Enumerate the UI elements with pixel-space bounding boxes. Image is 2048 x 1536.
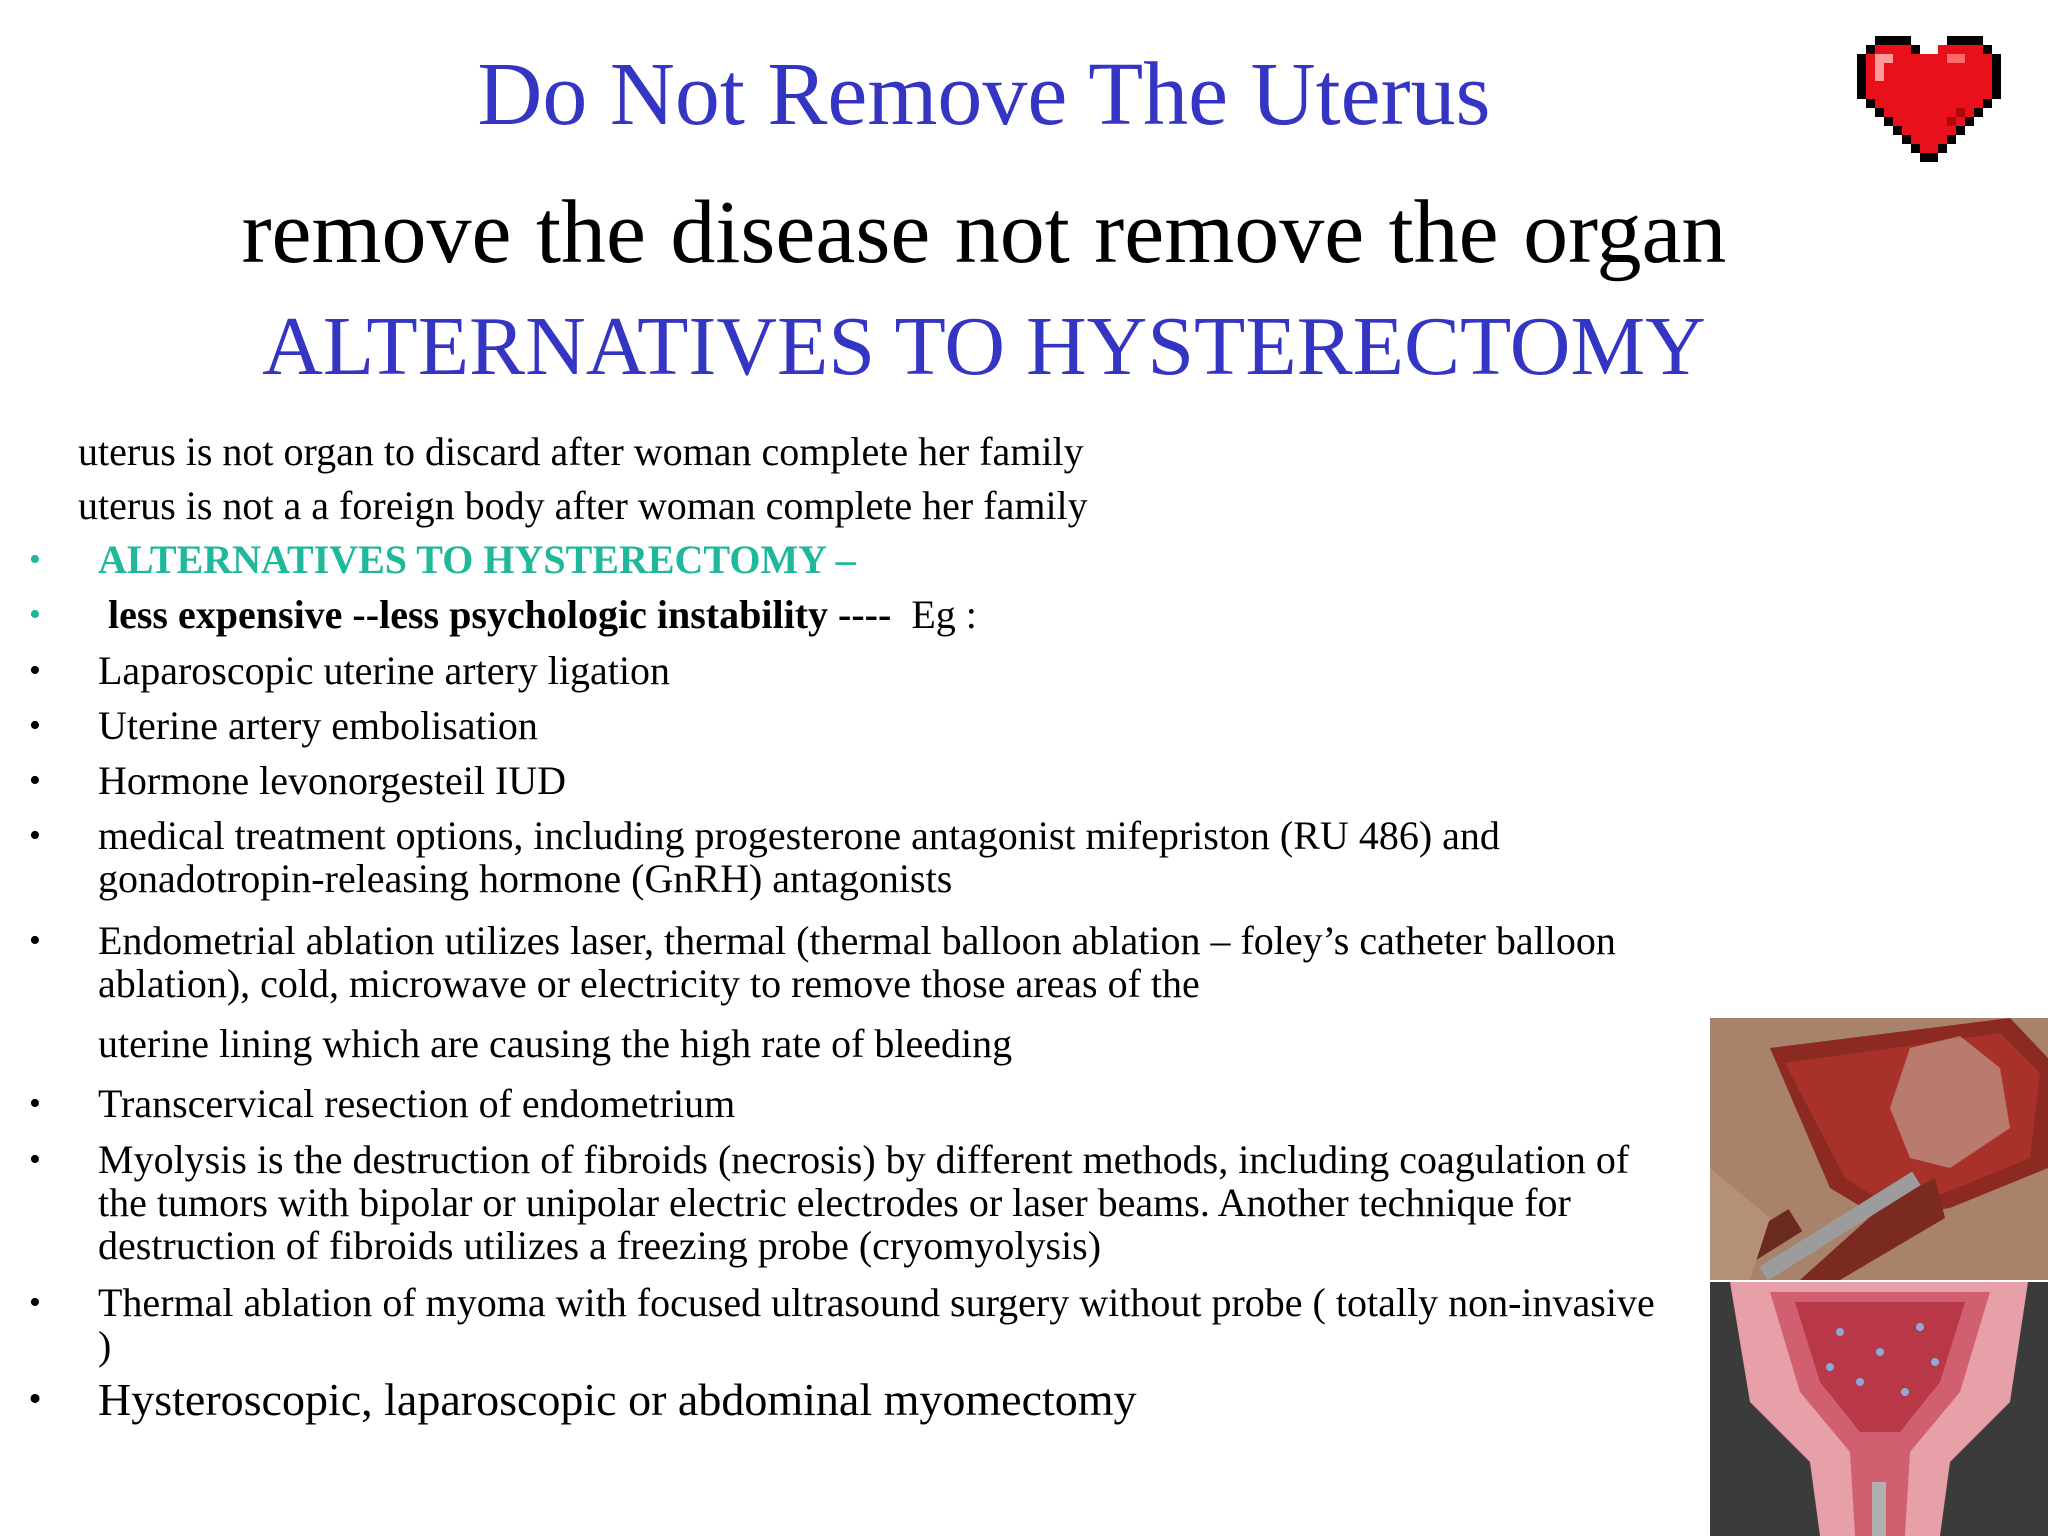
bullet-text-continuation: uterine lining which are causing the high rate of bleeding <box>98 1021 1013 1066</box>
bullet-item <box>28 1374 1658 1425</box>
uterine-cavity-illustration <box>1710 1282 2048 1536</box>
bullet-item <box>29 648 1658 693</box>
slide-subtitle: remove the disease not remove the organ <box>241 183 1727 282</box>
bullet-symbol: • <box>29 1085 41 1122</box>
bullet-item <box>29 703 1658 748</box>
bullet-item <box>29 758 1658 803</box>
bullet-text: Transcervical resection of endometrium <box>98 1081 736 1126</box>
bullet-text: Thermal ablation of myoma with focused ultrasound surgery without probe ( totally non-invasive ) <box>98 1280 1655 1368</box>
pixel-heart-icon <box>1848 18 2010 180</box>
bullet-symbol: • <box>29 762 41 799</box>
bullet-item <box>29 813 1658 901</box>
bullet-item <box>29 1280 1658 1368</box>
bullet-symbol: • <box>29 922 41 959</box>
bullet-text: Endometrial ablation utilizes laser, thermal (thermal balloon ablation – foley’s catheter balloon ablation), cold, microwave or electricity to remove those areas of the <box>98 918 1616 1006</box>
slide-title: Do Not Remove The Uterus <box>477 45 1491 144</box>
bullet-text: ALTERNATIVES TO HYSTERECTOMY – <box>98 537 856 582</box>
bullet-symbol: • <box>29 1284 41 1321</box>
bullet-symbol: • <box>29 541 41 578</box>
slide-heading-alternatives: ALTERNATIVES TO HYSTERECTOMY <box>262 300 1706 393</box>
bullet-text-bold: less expensive --less psychologic instability ---- <box>98 592 902 637</box>
balloon-ablation-illustration <box>1710 1018 2048 1280</box>
bullet-symbol: • <box>29 707 41 744</box>
bullet-text: medical treatment options, including progesterone antagonist mifepriston (RU 486) and gonadotropin-releasing hormone (GnRH) antagonists <box>98 813 1500 901</box>
bullet-item <box>29 537 1658 582</box>
bullet-text: Laparoscopic uterine artery ligation <box>98 648 670 693</box>
bullet-text: Myolysis is the destruction of fibroids (necrosis) by different methods, including coagulation of the tumors with bipolar or unipolar electric electrodes or laser beams. Another technique for destruction of fibroids utilizes a freezing probe (cryomyolysis) <box>98 1137 1630 1268</box>
intro-line-2: uterus is not a a foreign body after woman complete her family <box>78 483 1088 528</box>
bullet-item <box>29 1137 1658 1268</box>
bullet-text-rest: Eg : <box>901 592 977 637</box>
bullet-item <box>29 592 1658 637</box>
bullet-text: Hormone levonorgesteil IUD <box>98 758 567 803</box>
bullet-text <box>98 593 1658 636</box>
bullet-text: Uterine artery embolisation <box>98 703 538 748</box>
bullet-item <box>29 1081 1658 1126</box>
bullet-item <box>29 918 1658 1066</box>
intro-line-1: uterus is not organ to discard after woman complete her family <box>78 429 1084 474</box>
bullet-symbol: • <box>29 817 41 854</box>
bullet-symbol: • <box>29 596 41 633</box>
bullet-symbol: • <box>29 652 41 689</box>
bullet-symbol: • <box>28 1378 42 1420</box>
bullet-text: Hysteroscopic, laparoscopic or abdominal myomectomy <box>98 1374 1137 1425</box>
bullet-symbol: • <box>29 1141 41 1178</box>
